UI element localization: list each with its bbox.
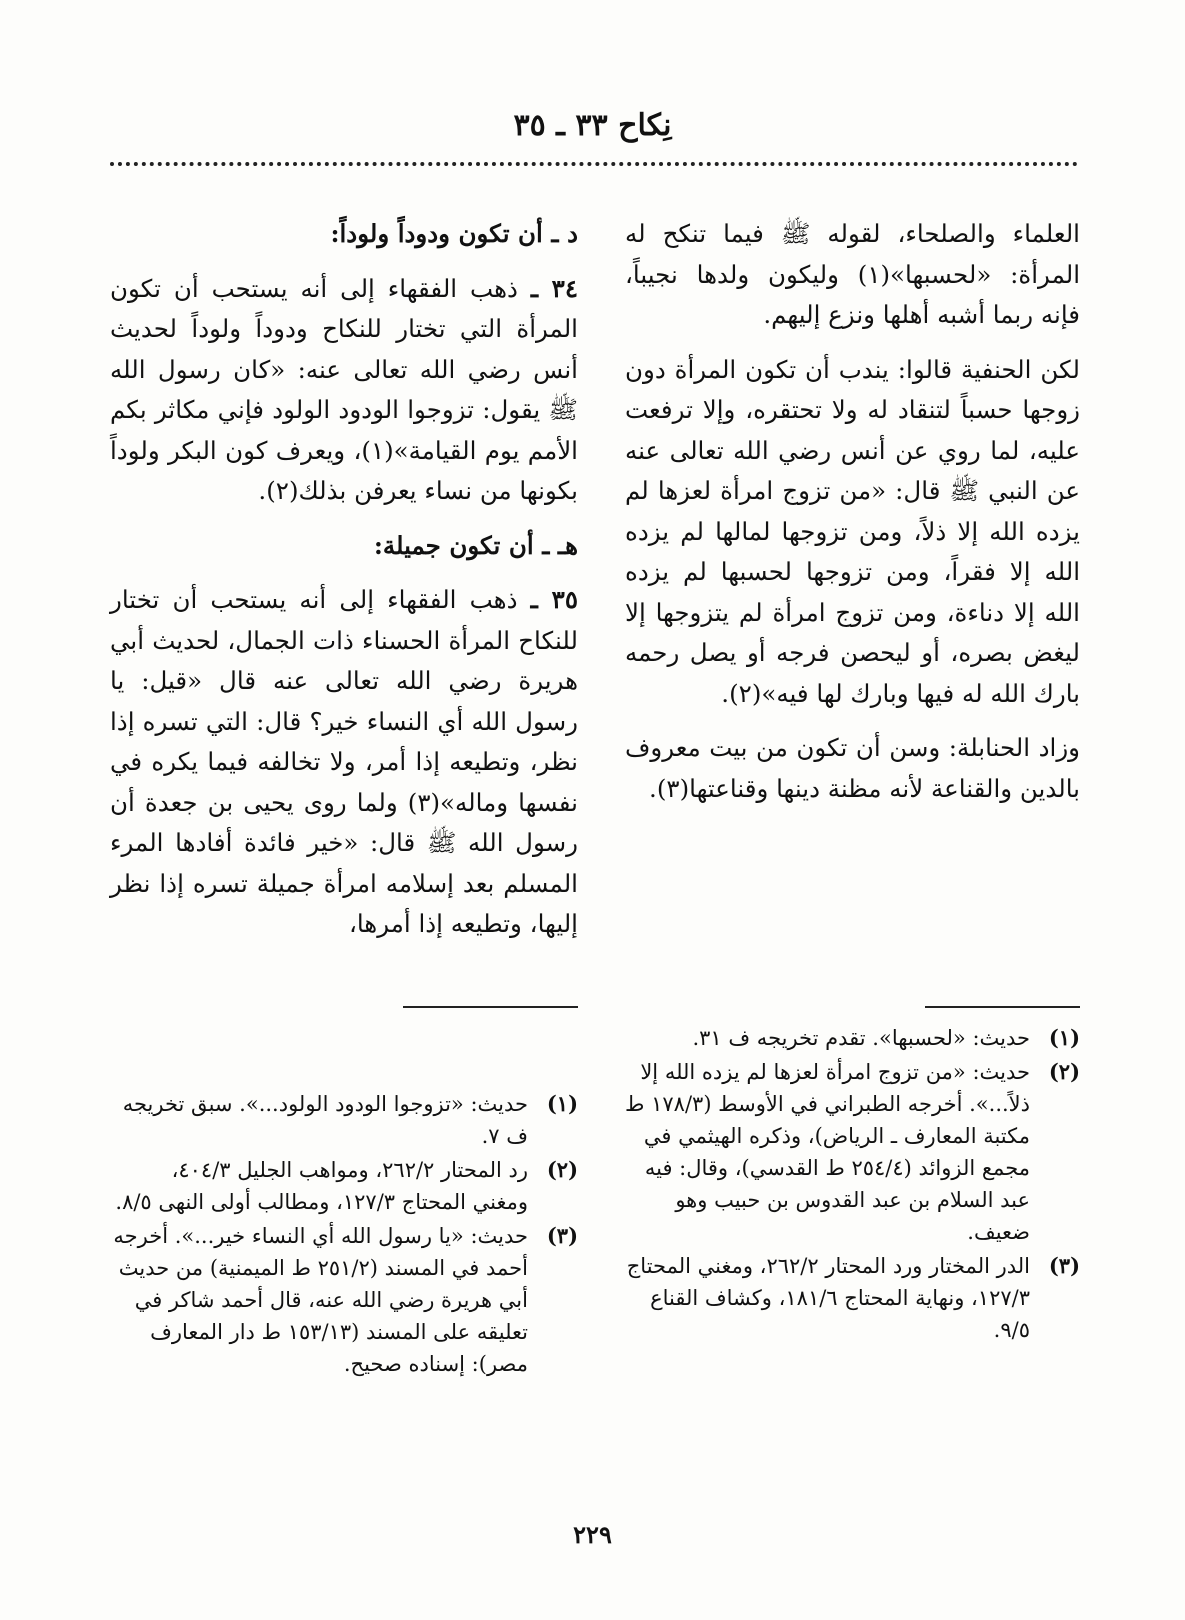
paragraph-number: ٣٥ ـ bbox=[530, 585, 578, 614]
footnote-text: حديث: «تزوجوا الودود الولود...». سبق تخريجه ف ٧. bbox=[122, 1092, 528, 1148]
section-heading-d: د ـ أن تكون ودوداً ولوداً: bbox=[330, 219, 578, 248]
footnote-number: (٢) bbox=[546, 1157, 578, 1182]
footnote-number: (١) bbox=[1048, 1025, 1080, 1050]
footnote-text: حديث: «من تزوج امرأة لعزها لم يزده الله إلا ذلاً...». أخرجه الطبراني في الأوسط (١٧٨/٣ ط مكتبة المعارف ـ الرياض)، وذكره الهيثمي في مجمع الزوائد (٢٥٤/٤ ط القدسي)، وقال: فيه عبد السلام بن عبد القدوس بن حبيب وهو ضعيف. bbox=[625, 1060, 1030, 1244]
footnote bbox=[110, 1088, 578, 1152]
footnote bbox=[625, 1250, 1080, 1346]
paragraph-35 bbox=[110, 580, 578, 945]
footnote-text: رد المحتار ٢٦٢/٢، ومواهب الجليل ٤٠٤/٣، ومغني المحتاج ١٢٧/٣، ومطالب أولى النهى ٨/٥. bbox=[115, 1158, 528, 1214]
paragraph-text: ذهب الفقهاء إلى أنه يستحب أن تختار للنكاح المرأة الحسناء ذات الجمال، لحديث أبي هريرة رضي الله تعالى عنه قال «قيل: يا رسول الله أي النساء خير؟ قال: التي تسره إذا نظر، وتطيعه إذا أمر، ولا تخالفه فيما يكره في نفسها وماله»(٣) ولما روى يحيى بن جعدة أن رسول الله ﷺ قال: «خير فائدة أفادها المرء المسلم بعد إسلامه امرأة جميلة تسره إذا نظر إليها، وتطيعه إذا أمرها، bbox=[110, 585, 578, 938]
footnote-text: الدر المختار ورد المحتار ٢٦٢/٢، ومغني المحتاج ١٢٧/٣، ونهاية المحتاج ١٨١/٦، وكشاف القناع ٩/٥. bbox=[626, 1254, 1030, 1342]
footnote bbox=[625, 1022, 1080, 1054]
section-heading-h: هـ ـ أن تكون جميلة: bbox=[373, 530, 578, 560]
header-divider bbox=[110, 162, 1078, 166]
footnote-divider bbox=[403, 1006, 578, 1008]
footnote-divider bbox=[925, 1006, 1080, 1008]
paragraph: لكن الحنفية قالوا: يندب أن تكون المرأة دون زوجها حسباً لتنقاد له ولا تحتقره، وإلا ترفعت عليه، لما روي عن أنس رضي الله تعالى عنه عن النبي ﷺ قال: «من تزوج امرأة لعزها لم يزده الله إلا ذلاً، ومن تزوجها لمالها لم يزده الله إلا فقراً، ومن تزوجها لحسبها لم يزده الله إلا دناءة، ومن تزوج امرأة لم يتزوجها إلا ليغض بصره، أو ليحصن فرجه أو يصل رحمه بارك الله له فيها وبارك لها فيه»(٢). bbox=[625, 354, 1080, 708]
footnote-number: (١) bbox=[546, 1091, 578, 1116]
footnote-number: (٢) bbox=[1048, 1059, 1080, 1084]
footnote-text: حديث: «لحسبها». تقدم تخريجه ف ٣١. bbox=[692, 1026, 1030, 1050]
paragraph-text: ذهب الفقهاء إلى أنه يستحب أن تكون المرأة التي تختار للنكاح ودوداً ولوداً لحديث أنس رضي الله تعالى عنه: «كان رسول الله ﷺ يقول: تزوجوا الودود الولود فإني مكاثر بكم الأمم يوم القيامة»(١)، ويعرف كون البكر ولوداً بكونها من نساء يعرفن بذلك(٢). bbox=[110, 273, 578, 505]
page-number: ٢٢٩ bbox=[573, 1520, 612, 1549]
paragraph-34 bbox=[110, 269, 578, 512]
footnotes-left bbox=[110, 1088, 578, 1382]
footnote-number: (٣) bbox=[1048, 1253, 1080, 1278]
footnote bbox=[110, 1220, 578, 1380]
right-column bbox=[625, 214, 1080, 823]
page-title: نِكاح ٣٣ ـ ٣٥ bbox=[513, 108, 672, 143]
footnotes-right bbox=[625, 1022, 1080, 1348]
paragraph: وزاد الحنابلة: وسن أن تكون من بيت معروف بالدين والقناعة لأنه مظنة دينها وقناعتها(٣). bbox=[625, 733, 1080, 803]
paragraph-number: ٣٤ ـ bbox=[530, 273, 578, 303]
left-column bbox=[110, 214, 578, 959]
footnote bbox=[625, 1056, 1080, 1248]
footnote-number: (٣) bbox=[546, 1223, 578, 1248]
paragraph: العلماء والصلحاء، لقوله ﷺ فيما تنكح له المرأة: «لحسبها»(١) وليكون ولدها نجيباً، فإنه ربما أشبه أهلها ونزع إليهم. bbox=[625, 219, 1081, 329]
footnote bbox=[110, 1154, 578, 1218]
footnote-text: حديث: «يا رسول الله أي النساء خير...». أخرجه أحمد في المسند (٢٥١/٢ ط الميمنية) من حديث أبي هريرة رضي الله عنه، قال أحمد شاكر في تعليقه على المسند (١٥٣/١٣ ط دار المعارف مصر): إسناده صحيح. bbox=[113, 1224, 528, 1376]
